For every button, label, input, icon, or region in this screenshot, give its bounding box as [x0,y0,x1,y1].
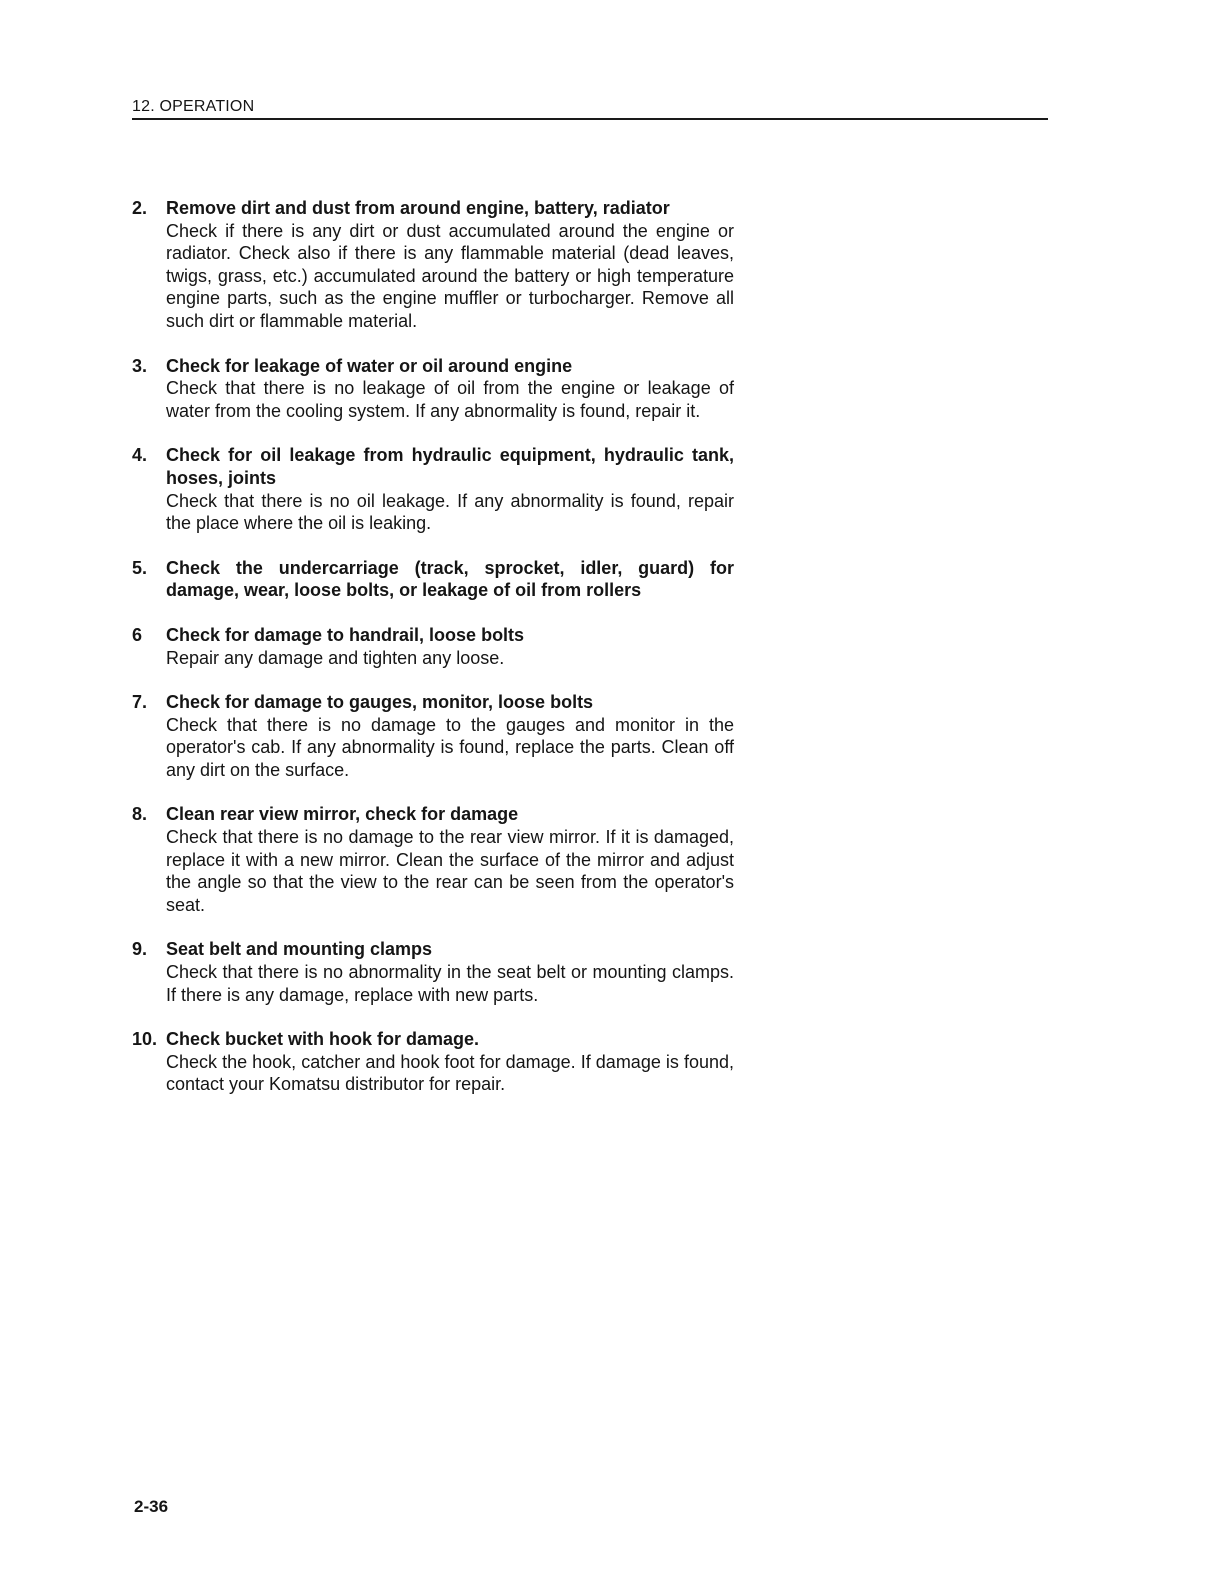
item-title: Check for oil leakage from hydraulic equipment, hydraulic tank, hoses, joints [166,445,734,488]
item-title: Remove dirt and dust from around engine, battery, radiator [166,198,670,218]
item-body: Check the hook, catcher and hook foot for damage. If damage is found, contact your Komatsu distributor for repair. [166,1051,734,1095]
item-number: 6 [132,624,143,645]
item-body: Check that there is no leakage of oil from the engine or leakage of water from the cooling system. If any abnormality is found, repair it. [166,378,734,421]
checklist-item [132,803,734,916]
item-number: 7. [132,692,148,713]
item-body: Check that there is no damage to the rear view mirror. If it is damaged, replace it with a new mirror. Clean the surface of the mirror and adjust the angle so that the view to the rear can be seen from the operator's seat. [166,827,734,915]
item-body: Check that there is no oil leakage. If any abnormality is found, repair the place where the oil is leaking. [166,490,734,534]
item-title: Check for damage to gauges, monitor, loose bolts [166,692,594,713]
checklist-item [132,444,734,534]
item-number: 9. [132,939,148,960]
item-title: Clean rear view mirror, check for damage [166,804,519,825]
item-body: Repair any damage and tighten any loose. [166,647,505,668]
item-number: 3. [132,355,148,376]
section-title: 12. OPERATION [132,98,255,115]
item-title: Check for leakage of water or oil around engine [166,355,573,376]
item-title: Check for damage to handrail, loose bolts [166,624,525,645]
checklist-item [132,691,734,781]
item-number: 5. [132,557,148,578]
item-number: 10. [132,1029,158,1050]
item-title: Check the undercarriage (track, sprocket, idler, guard) for damage, wear, loose bolts, or leakage of oil from rollers [166,557,734,601]
item-title: Seat belt and mounting clamps [166,939,433,960]
item-body: Check if there is any dirt or dust accumulated around the engine or radiator. Check also if there is any flammable material (dead leaves, twigs, grass, etc.) accumulated around the battery or high temperature engine parts, such as the engine muffler or turbocharger. Remove all such dirt or flammable material. [166,220,734,331]
checklist-item [132,938,734,1006]
checklist-item [132,197,734,333]
page-number: 2-36 [134,1497,169,1516]
item-body: Check that there is no damage to the gauges and monitor in the operator's cab. If any abnormality is found, replace the parts. Clean off any dirt on the surface. [166,714,734,780]
checklist-item [132,1028,734,1096]
item-number: 8. [132,804,148,825]
item-title: Check bucket with hook for damage. [166,1029,480,1050]
item-number: 4. [132,445,148,466]
checklist [132,197,734,1118]
item-number: 2. [132,198,148,218]
checklist-item [132,355,734,423]
page-header [132,98,1048,120]
item-body: Check that there is no abnormality in the seat belt or mounting clamps. If there is any damage, replace with new parts. [166,962,734,1005]
checklist-item [132,624,734,669]
checklist-item [132,557,734,602]
